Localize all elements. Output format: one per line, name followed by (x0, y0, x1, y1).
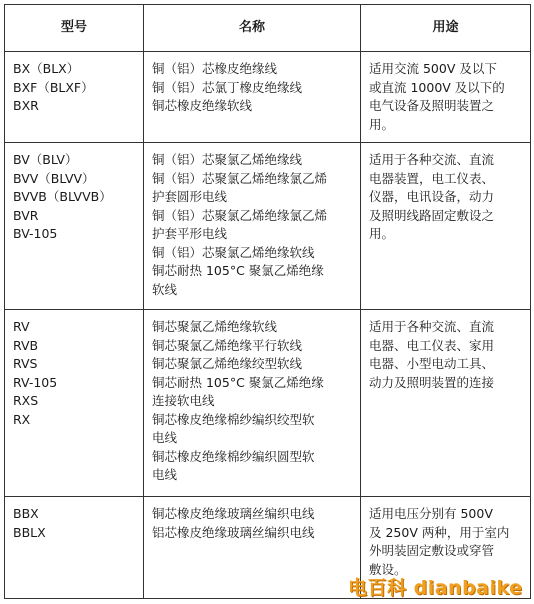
use-text: 敷设。 (369, 561, 407, 577)
cable-name: 铜（铝）芯橡皮绝缘线 (152, 61, 278, 76)
name-cell (144, 143, 361, 310)
use-text: 或直流 1000V 及以下的 (369, 79, 505, 95)
cable-name: 铜（铝）芯聚氯乙烯绝缘线 (152, 152, 303, 167)
use-text: 适用于各种交流、直流 (369, 152, 495, 167)
use-text: 及照明线路固定敷设之 (369, 207, 495, 223)
model-cell (5, 310, 144, 497)
use-text: 外明装固定敷设或穿管 (369, 543, 495, 558)
header-name: 名称 (144, 5, 361, 52)
cable-name: 软线 (152, 281, 178, 297)
model-cell (5, 497, 144, 599)
use-text: 用。 (369, 116, 395, 132)
model-code: RXS (13, 393, 39, 408)
model-code: BBX (13, 506, 39, 521)
cable-name: 铝芯橡皮绝缘玻璃丝编织电线 (152, 524, 315, 540)
cable-name: 铜芯橡皮绝缘棉纱编织绞型软 (152, 411, 315, 427)
cable-spec-table (4, 4, 531, 599)
model-code: BBLX (13, 524, 46, 540)
use-cell (361, 143, 531, 310)
table-header-row (5, 5, 531, 52)
table-row (5, 310, 531, 497)
model-code: RX (13, 411, 31, 427)
name-cell (144, 497, 361, 599)
model-cell (5, 143, 144, 310)
cable-name: 铜芯耐热 105°C 聚氯乙烯绝缘 (152, 263, 324, 278)
cable-name: 连接软电线 (152, 393, 215, 408)
cable-name: 护套平形电线 (152, 226, 228, 241)
cable-name: 铜芯耐热 105°C 聚氯乙烯绝缘 (152, 374, 324, 390)
use-text: 仪器，电讯设备，动力 (369, 189, 495, 204)
model-code: BVR (13, 207, 39, 223)
model-code: BVV（BLVV） (13, 170, 95, 186)
use-cell (361, 310, 531, 497)
cable-name: 铜芯聚氯乙烯绝缘软线 (152, 319, 278, 334)
use-text: 电器、小型电动工具、 (369, 356, 495, 371)
cable-name: 铜芯橡皮绝缘玻璃丝编织电线 (152, 506, 315, 521)
cable-name: 铜（铝）芯聚氯乙烯绝缘氯乙烯 (152, 170, 328, 186)
name-cell (144, 310, 361, 497)
use-text: 适用交流 500V 及以下 (369, 61, 497, 76)
cable-name: 电线 (152, 467, 178, 482)
cable-name: 铜芯橡皮绝缘软线 (152, 98, 253, 113)
model-code: BX（BLX） (13, 61, 80, 76)
model-code: BV-105 (13, 226, 58, 241)
model-code: BV（BLV） (13, 152, 78, 167)
header-model: 型号 (5, 5, 144, 52)
model-code: BXF（BLXF） (13, 79, 94, 95)
cable-name: 护套圆形电线 (152, 189, 228, 204)
site-watermark: 电百科 dianbaike (348, 577, 523, 599)
use-text: 电器、电工仪表、家用 (369, 337, 495, 353)
table-row (5, 52, 531, 143)
cable-name: 电线 (152, 430, 178, 445)
cable-name: 铜芯橡皮绝缘棉纱编织圆型软 (152, 448, 315, 464)
cable-name: 铜（铝）芯聚氯乙烯绝缘软线 (152, 244, 315, 260)
model-code: RV (13, 319, 30, 334)
model-code: RVS (13, 356, 38, 371)
cable-name: 铜芯聚氯乙烯绝缘平行软线 (152, 337, 303, 353)
cable-name: 铜芯聚氯乙烯绝缘绞型软线 (152, 356, 303, 371)
use-text: 电气设备及照明装置之 (369, 98, 495, 113)
use-text: 动力及照明装置的连接 (369, 374, 495, 390)
use-cell (361, 52, 531, 143)
use-text: 用。 (369, 226, 395, 241)
cable-name: 铜（铝）芯氯丁橡皮绝缘线 (152, 79, 303, 95)
model-code: RVB (13, 337, 39, 353)
model-code: RV-105 (13, 374, 58, 390)
use-text: 适用于各种交流、直流 (369, 319, 495, 334)
header-use: 用途 (361, 5, 531, 52)
table-row (5, 143, 531, 310)
use-text: 及 250V 两种，用于室内 (369, 524, 510, 540)
name-cell (144, 52, 361, 143)
use-text: 电器装置，电工仪表、 (369, 170, 495, 186)
model-code: BXR (13, 98, 39, 113)
cable-name: 铜（铝）芯聚氯乙烯绝缘氯乙烯 (152, 207, 328, 223)
model-code: BVVB（BLVVB） (13, 189, 112, 204)
model-cell (5, 52, 144, 143)
use-text: 适用电压分别有 500V (369, 506, 493, 521)
